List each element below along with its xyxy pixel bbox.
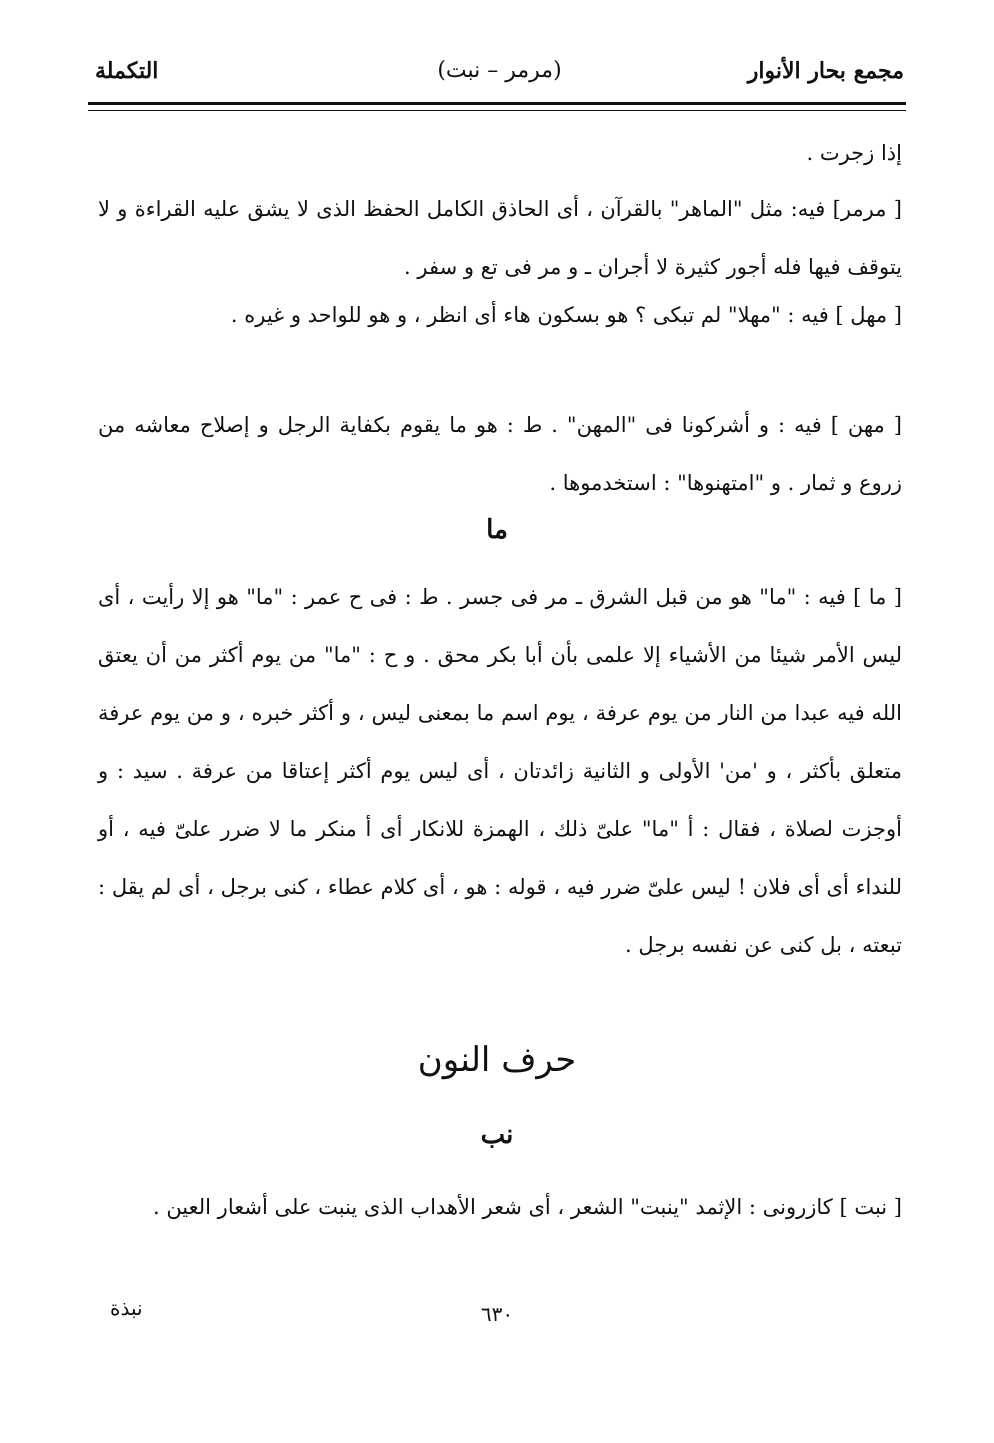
section-heading-ma: ما [486, 515, 508, 545]
paragraph-text: [ مهل ] فيه : "مهلا" لم تبكى ؟ هو بسكون هاء أى انظر ، و هو للواحد و غيره . [230, 303, 902, 327]
header-rule-thick [88, 102, 906, 105]
entry-mahl [98, 286, 902, 344]
chapter-heading: حرف النون [417, 1040, 577, 1080]
header-entry-range: (مرمر – نبت) [437, 58, 562, 83]
entry-marmar [98, 180, 902, 296]
header-book-title: مجمع بحار الأنوار [747, 58, 904, 84]
header-rule-thin [88, 110, 906, 111]
entry-mahn [98, 396, 902, 512]
paragraph-text: [ نبت ] كازرونى : الإثمد "ينبت" الشعر ، أى شعر الأهداب الذى ينبت على أشعار العين . [152, 1195, 902, 1219]
running-header [95, 58, 904, 98]
paragraph-text: [ مرمر] فيه: مثل "الماهر" بالقرآن ، أى الحاذق الكامل الحفظ الذى لا يشق عليه القراءة و لا يتوقف فيها فله أجور كثيرة لا أجران ـ و مر فى تع و سفر . [98, 197, 902, 279]
page-number: ٦٣٠ [480, 1302, 514, 1326]
catchword: نبذة [110, 1296, 143, 1320]
paragraph-text: [ ما ] فيه : "ما" هو من قبل الشرق ـ مر فى جسر . ط : فى ح عمر : "ما" هو إلا رأيت ، أى ليس الأمر شيئا من الأشياء إلا علمى بأن أبا بكر محق . و ح : "ما" من يوم أكثر من أن يعتق الله فيه عبدا من النار من يوم عرفة ، يوم اسم ما بمعنى ليس ، و أكثر خبره ، و من يوم عرفة متعلق بأكثر ، و 'من' الأولى و الثانية زائدتان ، أى ليس يوم أكثر إعتاقا من عرفة . سيد : و أوجزت لصلاة ، فقال : أ "ما" علىّ ذلك ، الهمزة للانكار أى أ منكر ما لا ضرر علىّ فيه ، أو للنداء أى أى فلان ! ليس علىّ ضرر فيه ، قوله : هو ، أى كلام عطاء ، كنى برجل ، أى لم يقل : تبعته ، بل كنى عن نفسه برجل . [98, 585, 902, 957]
paragraph-text: [ مهن ] فيه : و أشركونا فى "المهن" . ط : هو ما يقوم بكفاية الرجل و إصلاح معاشه من زروع و ثمار . و "امتهنوها" : استخدموها . [98, 413, 902, 495]
section-heading-nb: نب [480, 1120, 514, 1150]
paragraph-text: إذا زجرت . [806, 141, 902, 165]
paragraph-continuation [98, 124, 902, 182]
header-section-title: التكملة [95, 58, 159, 84]
entry-nabt [98, 1178, 902, 1236]
entry-ma [98, 568, 902, 974]
